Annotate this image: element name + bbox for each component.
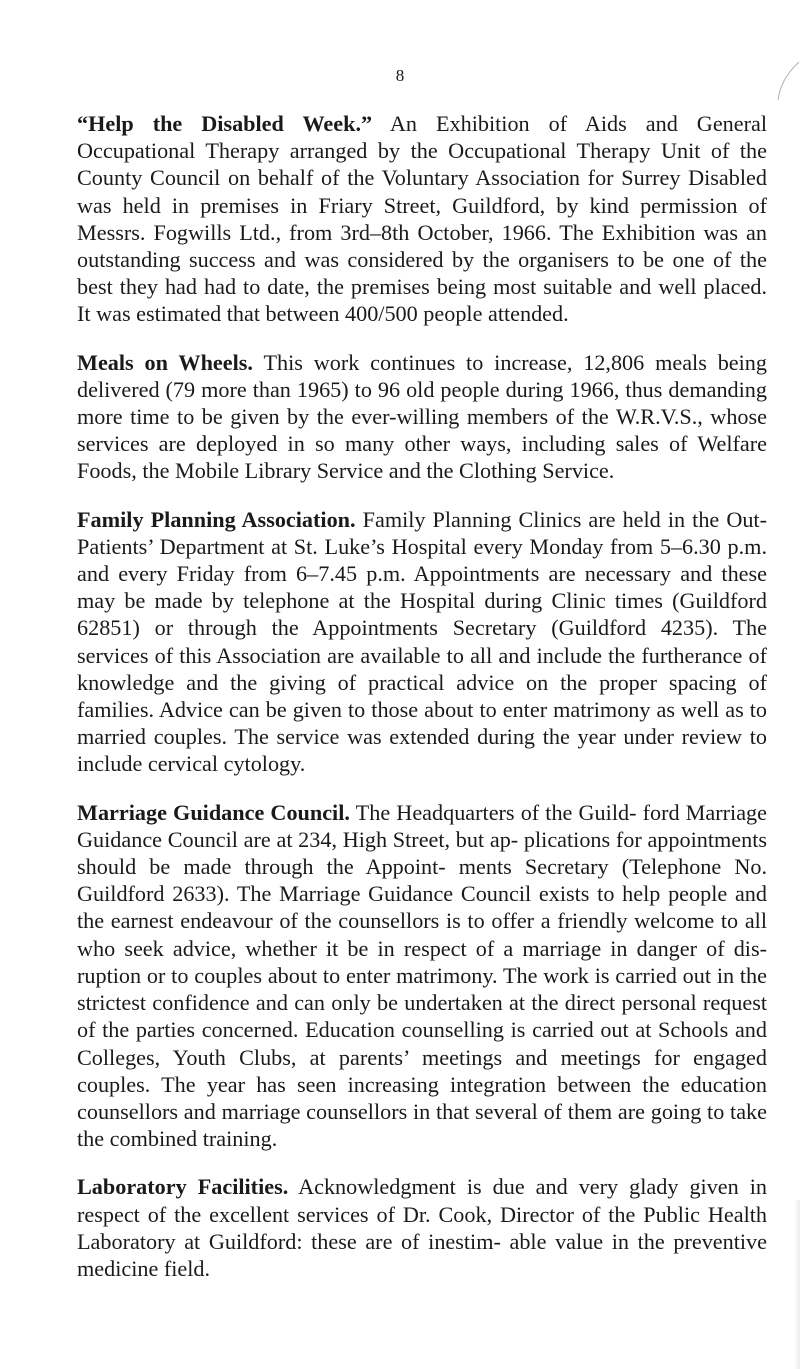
paragraph-heading: Family Planning Association. [77,506,356,532]
paragraph-heading: Marriage Guidance Council. [77,799,350,825]
paragraph-text: This work continues to increase, 12,806 meals being delivered (79 more than 1965) to 96 old people during 1966, thus demanding more time to be given by the ever-willing members of the W.R.V.S., whose services are deployed in so many other ways, including sales of Welfare Foods, the Mobile Library Service and the Clothing Service. [77,349,767,484]
paragraph-text: The Headquarters of the Guild- ford Marriage Guidance Council are at 234, High Street, but ap- plications for appointments should be made through the Appoint- ments Secretary (Telephone No. Guildford 2633). The Marriage Guidance Council exists to help people and the earnest endeavour of the counsellors is to offer a friendly welcome to all who seek advice, whether it be in respect of a marriage in danger of dis- ruption or to couples about to enter matrimony. The work is carried out in the strictest confidence and can only be undertaken at the direct personal request of the parties concerned. Education counselling is carried out at Schools and Colleges, Youth Clubs, at parents’ meetings and meetings for engaged couples. The year has seen increasing integration between the education counsellors and marriage counsellors in that several of them are going to take the combined training. [77,799,767,1152]
paragraph-laboratory-facilities [77,1173,767,1282]
paragraph-heading: “Help the Disabled Week.” [77,111,373,136]
page-edge-shadow [794,1200,800,1369]
paragraph-text: Family Planning Clinics are held in the Out-Patients’ Department at St. Luke’s Hospital every Monday from 5–6.30 p.m. and every Friday from 6–7.45 p.m. Appointments are necessary and these may be made by telephone at the Hospital during Clinic times (Guildford 62851) or through the Appointments Secretary (Guildford 4235). The services of this Association are available to all and include the furtherance of knowledge and the giving of practical advice on the proper spacing of families. Advice can be given to those about to enter matrimony as well as to married couples. The service was extended during the year under review to include cervical cytology. [77,506,767,777]
paragraph-text: Acknowledgment is due and very glady given in respect of the excellent services of Dr. Cook, Director of the Public Health Laboratory at Guildford: these are of inestim- able value in the preventive medicine field. [77,1174,768,1281]
paragraph-meals-on-wheels [77,349,767,485]
paragraph-marriage-guidance-council [77,799,767,1153]
paragraph-family-planning-association [77,506,767,778]
paragraph-text: An Exhibition of Aids and General Occupational Therapy arranged by the Occupational Therapy Unit of the County Council on behalf of the Voluntary Association for Surrey Disabled was held in premises in Friary Street, Guildford, by kind permission of Messrs. Fogwills Ltd., from 3rd–8th October, 1966. The Exhibition was an outstanding success and was considered by the organisers to be one of the best they had had to date, the premises being most suitable and well placed. It was estimated that between 400/500 people attended. [77,111,768,327]
paragraph-heading: Laboratory Facilities. [77,1174,289,1200]
paragraph-help-the-disabled-week [77,110,767,328]
paragraph-heading: Meals on Wheels. [77,349,253,375]
page-body [77,110,767,1303]
page-number: 8 [395,66,405,85]
